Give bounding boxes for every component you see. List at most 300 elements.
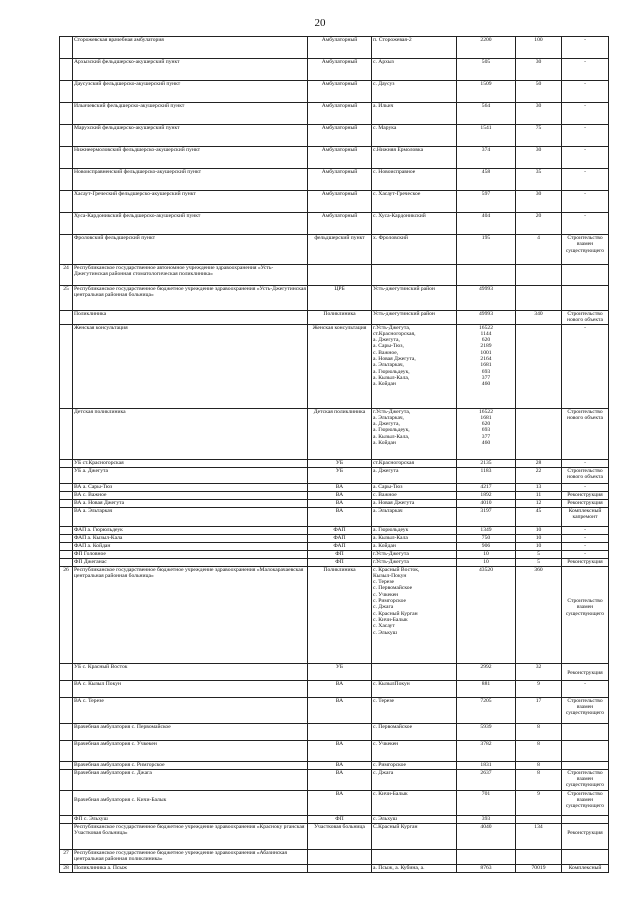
planned-action-cell: - [562, 459, 609, 467]
row-number-cell [60, 790, 73, 815]
row-number-cell [60, 550, 73, 558]
capacity-cell: 8 [516, 723, 562, 740]
planned-action-cell: - [562, 191, 609, 213]
settlement-cell: с. Марука [372, 125, 457, 147]
population-cell: 16522 1681 620 693 377 460 [457, 408, 516, 459]
population-cell: 2135 [457, 459, 516, 467]
facility-name-cell: Врачебная амбулатория с. Римгорское [73, 761, 308, 769]
facility-name-cell: ФАП а. Гюрюльдеук [73, 526, 308, 534]
population-cell: 1892 [457, 491, 516, 499]
facility-type-cell: Участковая больница [308, 823, 372, 849]
population-cell: 3782 [457, 740, 516, 761]
settlement-cell [372, 265, 457, 286]
table-row [60, 191, 609, 213]
row-number-cell [60, 697, 73, 723]
table-row [60, 697, 609, 723]
capacity-cell: 30 [516, 59, 562, 81]
planned-action-cell [562, 849, 609, 864]
planned-action-cell: - [562, 534, 609, 542]
facility-name-cell: Врачебная амбулатория с. Джага [73, 769, 308, 790]
facility-type-cell: Амбулаторный [308, 81, 372, 103]
planned-action-cell: Строительство нового объекта [562, 467, 609, 483]
row-number-cell [60, 59, 73, 81]
facility-type-cell: ВА [308, 507, 372, 526]
planned-action-cell: - [562, 37, 609, 59]
row-number-cell [60, 491, 73, 499]
settlement-cell: ст.Красногорская [372, 459, 457, 467]
row-number-cell: 27 [60, 849, 73, 864]
population-cell: 374 [457, 147, 516, 169]
capacity-cell: 4 [516, 235, 562, 265]
planned-action-cell: Комплексный [562, 864, 609, 872]
table-row [60, 103, 609, 125]
population-cell: 10 [457, 550, 516, 558]
population-cell: 4010 [457, 499, 516, 507]
facility-name-cell: Республиканское государственное бюджетное учреждение здравоохранения «Малокарачаевская центральная районная больница» [73, 566, 308, 663]
facility-name-cell: ВА а. Новая Джегута [73, 499, 308, 507]
settlement-cell: с. Эльхуш [372, 815, 457, 823]
settlement-cell: а. Сары-Тюз [372, 483, 457, 491]
table-row [60, 769, 609, 790]
row-number-cell [60, 147, 73, 169]
population-cell: 10 [457, 558, 516, 566]
population-cell: 906 [457, 542, 516, 550]
row-number-cell [60, 81, 73, 103]
capacity-cell: 13 [516, 483, 562, 491]
facility-type-cell: ВА [308, 697, 372, 723]
facility-name-cell: Врачебная амбулатория с. Учкекен [73, 740, 308, 761]
row-number-cell: 24 [60, 265, 73, 286]
table-row [60, 534, 609, 542]
planned-action-cell: - [562, 125, 609, 147]
capacity-cell: 12 [516, 499, 562, 507]
row-number-cell [60, 534, 73, 542]
table-row [60, 265, 609, 286]
facility-type-cell: Амбулаторный [308, 125, 372, 147]
planned-action-cell: Строительство нового объекта [562, 311, 609, 325]
planned-action-cell: - [562, 59, 609, 81]
facility-name-cell: УБ с. Красный Восток [73, 663, 308, 680]
table-row [60, 286, 609, 311]
row-number-cell [60, 815, 73, 823]
settlement-cell: с. Даусуз [372, 81, 457, 103]
facility-type-cell: ФАП [308, 542, 372, 550]
capacity-cell [516, 815, 562, 823]
population-cell: 49993 [457, 311, 516, 325]
planned-action-cell: Реконструкция [562, 499, 609, 507]
table-row [60, 542, 609, 550]
population-cell [457, 265, 516, 286]
facility-name-cell: Фроловский фельдшерский пункт [73, 235, 308, 265]
facility-name-cell: УБ ст.Красногорская [73, 459, 308, 467]
population-cell [457, 849, 516, 864]
table-row [60, 761, 609, 769]
population-cell: 8763 [457, 864, 516, 872]
settlement-cell: с. Первомайское [372, 723, 457, 740]
facility-name-cell: ФАП а. Койдан [73, 542, 308, 550]
row-number-cell [60, 761, 73, 769]
settlement-cell [372, 663, 457, 680]
table-row [60, 324, 609, 408]
row-number-cell [60, 169, 73, 191]
table-row [60, 81, 609, 103]
facility-type-cell: Амбулаторный [308, 103, 372, 125]
planned-action-cell: Строительство взамен существующего [562, 566, 609, 663]
capacity-cell: 100 [516, 37, 562, 59]
table-row [60, 125, 609, 147]
table-row [60, 147, 609, 169]
capacity-cell: 70019 [516, 864, 562, 872]
table-row [60, 558, 609, 566]
table-row [60, 59, 609, 81]
population-cell: 881 [457, 680, 516, 697]
facility-type-cell: Поликлиника [308, 311, 372, 325]
capacity-cell: 20 [516, 213, 562, 235]
facility-name-cell: Республиканское государственное бюджетное учреждение здравоохранения «Усть-Джегутинская центральная районная больница» [73, 286, 308, 311]
population-cell: 750 [457, 534, 516, 542]
capacity-cell [516, 408, 562, 459]
planned-action-cell: Реконструкция [562, 558, 609, 566]
row-number-cell [60, 37, 73, 59]
facility-name-cell: Врачебная амбулатория с. Первомайское [73, 723, 308, 740]
capacity-cell: 5 [516, 550, 562, 558]
facility-type-cell: фельдшерский пункт [308, 235, 372, 265]
facility-type-cell: ВА [308, 769, 372, 790]
row-number-cell: 25 [60, 286, 73, 311]
facility-type-cell: Поликлиника [308, 566, 372, 663]
facility-type-cell: ЦРБ [308, 286, 372, 311]
row-number-cell [60, 125, 73, 147]
facility-name-cell: УБ а. Джегута [73, 467, 308, 483]
row-number-cell [60, 499, 73, 507]
facility-name-cell: ВА с. Кызыл Покун [73, 680, 308, 697]
capacity-cell [516, 324, 562, 408]
planned-action-cell: - [562, 213, 609, 235]
page-number: 20 [314, 17, 326, 29]
settlement-cell: а. Кызыл-Кала [372, 534, 457, 542]
settlement-cell: с. Архыз [372, 59, 457, 81]
facility-name-cell: Республиканское государственное бюджетное учреждение здравоохранения «Абазинская центральная районная поликлиника» [73, 849, 308, 864]
planned-action-cell: Комплексный капремонт [562, 507, 609, 526]
capacity-cell: 10 [516, 534, 562, 542]
row-number-cell: 28 [60, 864, 73, 872]
row-number-cell [60, 558, 73, 566]
facility-name-cell: Женская консультация [73, 324, 308, 408]
row-number-cell [60, 542, 73, 550]
population-cell: 43520 [457, 566, 516, 663]
planned-action-cell: - [562, 542, 609, 550]
population-cell: 2637 [457, 769, 516, 790]
row-number-cell [60, 191, 73, 213]
planned-action-cell: - [562, 324, 609, 408]
facility-name-cell: ФП с. Эльхуш [73, 815, 308, 823]
table-row [60, 864, 609, 872]
planned-action-cell: - [562, 483, 609, 491]
row-number-cell [60, 467, 73, 483]
capacity-cell: 32 [516, 663, 562, 680]
facility-type-cell: ФАП [308, 526, 372, 534]
table-row [60, 459, 609, 467]
table-row [60, 680, 609, 697]
planned-action-cell [562, 286, 609, 311]
capacity-cell: 30 [516, 103, 562, 125]
row-number-cell [60, 459, 73, 467]
population-cell: 404 [457, 213, 516, 235]
population-cell: 1509 [457, 81, 516, 103]
table-row [60, 566, 609, 663]
capacity-cell: 17 [516, 697, 562, 723]
capacity-cell: 5 [516, 558, 562, 566]
capacity-cell: 8 [516, 769, 562, 790]
row-number-cell [60, 213, 73, 235]
facility-type-cell: ФАП [308, 534, 372, 542]
facility-type-cell: ВА [308, 790, 372, 815]
table-row [60, 499, 609, 507]
facility-type-cell [308, 864, 372, 872]
population-cell: 1349 [457, 526, 516, 534]
population-cell: 1541 [457, 125, 516, 147]
capacity-cell: 75 [516, 125, 562, 147]
planned-action-cell: Строительство взамен существующего [562, 790, 609, 815]
population-cell: 195 [457, 235, 516, 265]
settlement-cell: с.Нижняя Ермоловка [372, 147, 457, 169]
settlement-cell: с. Хуса-Кардоникский [372, 213, 457, 235]
planned-action-cell: - [562, 680, 609, 697]
settlement-cell: с. Учкекен [372, 740, 457, 761]
facility-type-cell [308, 265, 372, 286]
settlement-cell: а. Койдан [372, 542, 457, 550]
facility-name-cell: Новоисправненский фельдшерско-акушерский пункт [73, 169, 308, 191]
capacity-cell: 340 [516, 311, 562, 325]
facility-type-cell: ВА [308, 499, 372, 507]
table-row [60, 408, 609, 459]
population-cell: 458 [457, 169, 516, 191]
row-number-cell [60, 103, 73, 125]
row-number-cell [60, 311, 73, 325]
capacity-cell: 9 [516, 680, 562, 697]
table-row [60, 235, 609, 265]
facility-type-cell: УБ [308, 467, 372, 483]
row-number-cell [60, 823, 73, 849]
facility-name-cell: ФП Головное [73, 550, 308, 558]
capacity-cell: 35 [516, 169, 562, 191]
population-cell: 1183 [457, 467, 516, 483]
facility-name-cell: Врачебная амбулатория с. Кичи-Балык [73, 790, 308, 815]
planned-action-cell: - [562, 169, 609, 191]
settlement-cell: с. Терезе [372, 697, 457, 723]
settlement-cell: с. КызылПокун [372, 680, 457, 697]
facility-name-cell: ВА а. Сары-Тюз [73, 483, 308, 491]
facility-name-cell: Республиканское государственное автономное учреждение здравоохранения «Усть-Джегутинская районная стоматологическая поликлиника» [73, 265, 308, 286]
row-number-cell [60, 324, 73, 408]
planned-action-cell: - [562, 147, 609, 169]
population-cell: 2992 [457, 663, 516, 680]
population-cell: 597 [457, 191, 516, 213]
capacity-cell [516, 849, 562, 864]
population-cell: 505 [457, 59, 516, 81]
row-number-cell [60, 680, 73, 697]
facility-type-cell [308, 723, 372, 740]
row-number-cell [60, 723, 73, 740]
facility-type-cell: ВА [308, 680, 372, 697]
capacity-cell [516, 265, 562, 286]
facility-type-cell: УБ [308, 663, 372, 680]
capacity-cell [516, 286, 562, 311]
settlement-cell: а. Ильич [372, 103, 457, 125]
table-row [60, 849, 609, 864]
facility-type-cell: ВА [308, 483, 372, 491]
facility-name-cell: Архызский фельдшерско-акушерский пункт [73, 59, 308, 81]
capacity-cell: 30 [516, 191, 562, 213]
settlement-cell: а. Эльтаркач [372, 507, 457, 526]
table-row [60, 507, 609, 526]
settlement-cell: Усть-джегутинский район [372, 311, 457, 325]
population-cell: 564 [457, 103, 516, 125]
settlement-cell: х. Фроловский [372, 235, 457, 265]
planned-action-cell: - [562, 550, 609, 558]
facility-type-cell: Женская консультация [308, 324, 372, 408]
capacity-cell: 8 [516, 761, 562, 769]
settlement-cell: Усть-джегутинский район [372, 286, 457, 311]
capacity-cell: 8 [516, 740, 562, 761]
facility-table-body [60, 37, 609, 873]
facility-name-cell: Сторожевская врачебная амбулатория [73, 37, 308, 59]
settlement-cell: с. Важное [372, 491, 457, 499]
facility-name-cell: ФП Джеганас [73, 558, 308, 566]
facility-name-cell: Даусузский фельдшерско-акушерский пункт [73, 81, 308, 103]
facility-type-cell: Амбулаторный [308, 147, 372, 169]
row-number-cell [60, 526, 73, 534]
settlement-cell: С.Красный Курган [372, 823, 457, 849]
population-cell: 1831 [457, 761, 516, 769]
facility-type-cell: ВА [308, 761, 372, 769]
capacity-cell: 45 [516, 507, 562, 526]
planned-action-cell [562, 815, 609, 823]
settlement-cell: г.Усть-Джегута, а. Эльтаркач, а. Джегута, а. Гюрюльдеук, а. Кызыл-Кала, а. Койдан [372, 408, 457, 459]
facility-name-cell: Республиканское государственное бюджетное учреждение здравоохранения «Красноку рганская Участковая больница» [73, 823, 308, 849]
capacity-cell: 50 [516, 81, 562, 103]
population-cell: 49993 [457, 286, 516, 311]
facility-type-cell: ВА [308, 740, 372, 761]
table-row [60, 467, 609, 483]
table-row [60, 823, 609, 849]
planned-action-cell [562, 265, 609, 286]
facility-name-cell: ВА а. Эльтаркач [73, 507, 308, 526]
facility-type-cell: Амбулаторный [308, 59, 372, 81]
planned-action-cell: Реконструкция [562, 663, 609, 680]
population-cell: 5939 [457, 723, 516, 740]
settlement-cell: г.Усть-Джегута [372, 550, 457, 558]
table-row [60, 483, 609, 491]
planned-action-cell: - [562, 81, 609, 103]
facility-name-cell: ВА с. Терезе [73, 697, 308, 723]
settlement-cell: а. Псыж, а. Кубина, а. [372, 864, 457, 872]
facility-type-cell: Амбулаторный [308, 37, 372, 59]
capacity-cell: 10 [516, 542, 562, 550]
facility-name-cell: Хуса-Кардоникский фельдшерско-акушерский пункт [73, 213, 308, 235]
facility-type-cell: ФП [308, 558, 372, 566]
table-row [60, 213, 609, 235]
row-number-cell [60, 663, 73, 680]
facility-type-cell: ФП [308, 550, 372, 558]
facility-name-cell: Марухский фельдшерско-акушерский пункт [73, 125, 308, 147]
planned-action-cell: Строительство взамен существующего [562, 235, 609, 265]
settlement-cell: с. Новоисправное [372, 169, 457, 191]
planned-action-cell: Строительство взамен существующего [562, 769, 609, 790]
settlement-cell: с. Римгорское [372, 761, 457, 769]
planned-action-cell: - [562, 526, 609, 534]
facility-name-cell: Ильичевский фельдшерско-акушерский пункт [73, 103, 308, 125]
population-cell: 701 [457, 790, 516, 815]
population-cell: 393 [457, 815, 516, 823]
capacity-cell: 134 [516, 823, 562, 849]
population-cell: 7205 [457, 697, 516, 723]
settlement-cell: с. Кичи-Балык [372, 790, 457, 815]
facility-name-cell: Поликлиника а. Псыж [73, 864, 308, 872]
capacity-cell: 11 [516, 491, 562, 499]
planned-action-cell: Реконструкция [562, 491, 609, 499]
facility-type-cell: Детская поликлиника [308, 408, 372, 459]
facility-type-cell: ВА [308, 491, 372, 499]
planned-action-cell: Строительство взамен существующего [562, 697, 609, 723]
population-cell: 4217 [457, 483, 516, 491]
population-cell: 3197 [457, 507, 516, 526]
population-cell: 4040 [457, 823, 516, 849]
row-number-cell [60, 235, 73, 265]
facility-type-cell: Амбулаторный [308, 213, 372, 235]
settlement-cell: а. Новая Джегута [372, 499, 457, 507]
table-row [60, 526, 609, 534]
table-row [60, 37, 609, 59]
planned-action-cell: - [562, 103, 609, 125]
facility-name-cell: Хасаут-Греческий фельдшерско-акушерский пункт [73, 191, 308, 213]
settlement-cell: п. Сторожевая-2 [372, 37, 457, 59]
table-row [60, 740, 609, 761]
settlement-cell: с. Красный Восток, Кызыл-Покун с. Терезе с. Первомайское с. Учкекен с. Римгорское с. Джага с. Красный Курган с. Кичи-Балык с. Хасаут с. Элькуш [372, 566, 457, 663]
planned-action-cell [562, 723, 609, 740]
capacity-cell: 28 [516, 459, 562, 467]
table-row [60, 790, 609, 815]
settlement-cell: с. Джага [372, 769, 457, 790]
facility-name-cell: ФАП а. Кызыл-Кала [73, 534, 308, 542]
population-cell: 2200 [457, 37, 516, 59]
facility-name-cell: ВА с. Важное [73, 491, 308, 499]
facility-name-cell: Детская поликлиника [73, 408, 308, 459]
facility-table [59, 36, 609, 873]
capacity-cell: 30 [516, 147, 562, 169]
capacity-cell: 9 [516, 790, 562, 815]
settlement-cell: а. Гюрюльдеук [372, 526, 457, 534]
settlement-cell [372, 849, 457, 864]
planned-action-cell: Строительство нового объекта [562, 408, 609, 459]
table-row [60, 723, 609, 740]
row-number-cell [60, 769, 73, 790]
row-number-cell: 26 [60, 566, 73, 663]
planned-action-cell [562, 761, 609, 769]
table-row [60, 311, 609, 325]
row-number-cell [60, 483, 73, 491]
capacity-cell: 22 [516, 467, 562, 483]
population-cell: 16522 1144 620 2189 1001 2164 1681 693 377 460 [457, 324, 516, 408]
table-row [60, 663, 609, 680]
facility-name-cell: Нижнеермоловский фельдшерско-акушерский пункт [73, 147, 308, 169]
table-row [60, 169, 609, 191]
row-number-cell [60, 740, 73, 761]
facility-type-cell [308, 849, 372, 864]
row-number-cell [60, 408, 73, 459]
table-row [60, 550, 609, 558]
settlement-cell: с. Хасаут-Греческое [372, 191, 457, 213]
